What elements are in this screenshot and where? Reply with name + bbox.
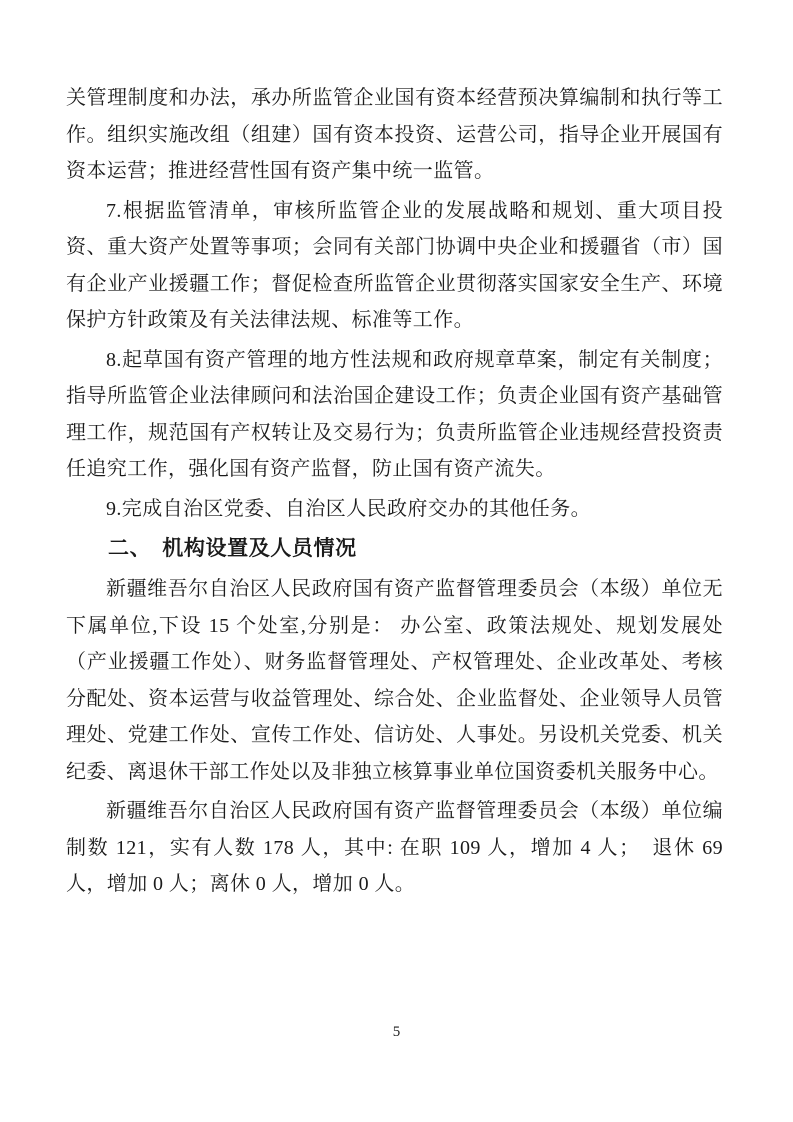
para-duty-item-8: 8.起草国有资产管理的地方性法规和政府规章草案，制定有关制度；指导所监管企业法律顾问和法治国企建设工作；负责企业国有资产基础管理工作，规范国有产权转让及交易行为；负责所监管企业违规经营投资责任追究工作，强化国有资产监督，防止国有资产流失。 — [66, 348, 723, 480]
para-duty-item-9: 9.完成自治区党委、自治区人民政府交办的其他任务。 — [106, 497, 591, 520]
page-number: 5 — [392, 1024, 401, 1040]
section-heading: 二、 机构设置及人员情况 — [108, 537, 357, 560]
para-continuation: 关管理制度和办法，承办所监管企业国有资本经营预决算编制和执行等工作。组织实施改组（组建）国有资本投资、运营公司，指导企业开展国有资本运营；推进经营性国有资产集中统一监管。 — [66, 87, 723, 182]
para-duty-item-7: 7.根据监管清单，审核所监管企业的发展战略和规划、重大项目投资、重大资产处置等事项；会同有关部门协调中央企业和援疆省（市）国有企业产业援疆工作；督促检查所监管企业贯彻落实国家安全生产、环境保护方针政策及有关法律法规、标准等工作。 — [66, 199, 723, 331]
para-staffing: 新疆维吾尔自治区人民政府国有资产监督管理委员会（本级）单位编制数 121，实有人数 178 人，其中: 在职 109 人，增加 4 人； 退休 69 人，增加 0 人；离休 0 人，增加 0 人。 — [66, 800, 723, 895]
para-org-structure: 新疆维吾尔自治区人民政府国有资产监督管理委员会（本级）单位无下属单位,下设 15 个处室,分别是： 办公室、政策法规处、规划发展处（产业援疆工作处）、财务监督管理处、产权管理处、企业改革处、考核分配处、资本运营与收益管理处、综合处、企业监督处、企业领导人员管理处、党建工作处、宣传工作处、信访处、人事处。另设机关党委、机关纪委、离退休干部工作处以及非独立核算事业单位国资委机关服务中心。 — [66, 578, 723, 783]
document-body — [66, 80, 723, 906]
